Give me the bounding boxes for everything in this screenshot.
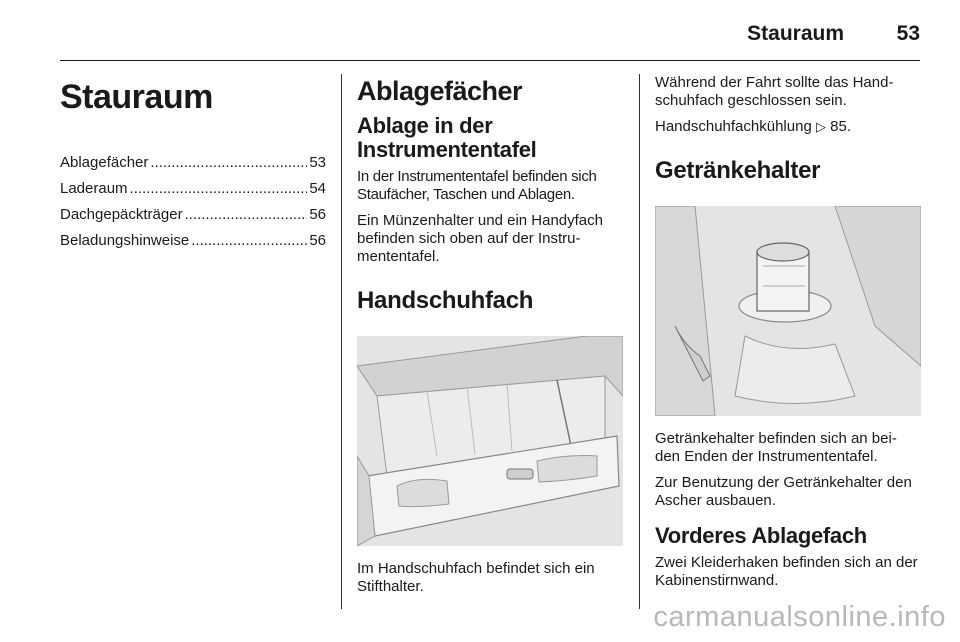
cupholder-drawing [655, 206, 921, 416]
subsection-title: Handschuhfach [357, 287, 534, 314]
subsection-title: Ablage in der Instrumententafel [357, 113, 537, 162]
toc-leader [191, 231, 307, 250]
toc-item[interactable] [60, 179, 326, 198]
subsection-title: Vorderes Ablagefach [655, 523, 867, 548]
watermark: carmanualsonline.info [653, 601, 946, 633]
header-title: Stauraum [747, 22, 844, 45]
toc-item[interactable] [60, 153, 326, 172]
section-title: Ablagefächer [357, 76, 523, 106]
toc-page: 56 [309, 206, 326, 223]
toc-page: 56 [309, 232, 326, 249]
cupholder-illustration [655, 206, 921, 416]
body-paragraph: Zur Benutzung der Getränkehalter den Ascher ausbauen. [655, 474, 912, 509]
toc-page: 53 [309, 154, 326, 171]
glovebox-illustration [357, 336, 623, 546]
page-reference-arrow-icon: ▷ [815, 119, 826, 134]
toc-page: 54 [309, 180, 326, 197]
body-paragraph: In der Instrumententafel befinden sich Staufächer, Taschen und Ablagen. [357, 168, 597, 203]
toc-leader [185, 205, 308, 224]
chapter-column [60, 74, 326, 257]
toc-label: Laderaum [60, 180, 128, 197]
glovebox-drawing [357, 336, 623, 546]
body-paragraph: Ein Münzenhalter und ein Handyfach befinden sich oben auf der Instru-mententafel. [357, 212, 603, 265]
chapter-title: Stauraum [60, 78, 213, 116]
page-number: 53 [896, 22, 920, 45]
body-paragraph [655, 118, 921, 136]
column-divider [341, 74, 342, 609]
toc-item[interactable] [60, 231, 326, 250]
toc-label: Dachgepäckträger [60, 206, 183, 223]
column-divider [639, 74, 640, 609]
content-column-right [655, 74, 921, 598]
toc-item[interactable] [60, 205, 326, 224]
page-header [60, 18, 920, 61]
table-of-contents [60, 153, 326, 250]
reference-text: Handschuhfachkühlung [655, 118, 812, 135]
subsection-title: Getränkehalter [655, 157, 821, 184]
content-column-middle [357, 74, 623, 604]
body-paragraph: Zwei Kleiderhaken befinden sich an der Kabinenstirnwand. [655, 554, 918, 589]
reference-page[interactable]: 85. [830, 118, 851, 135]
toc-label: Ablagefächer [60, 154, 149, 171]
toc-leader [150, 153, 307, 172]
toc-leader [130, 179, 308, 198]
body-paragraph: Im Handschuhfach befindet sich ein Stifthalter. [357, 560, 595, 595]
body-paragraph: Während der Fahrt sollte das Hand-schuhfach geschlossen sein. [655, 74, 894, 109]
body-paragraph: Getränkehalter befinden sich an bei-den Enden der Instrumententafel. [655, 430, 897, 465]
toc-label: Beladungshinweise [60, 232, 190, 249]
